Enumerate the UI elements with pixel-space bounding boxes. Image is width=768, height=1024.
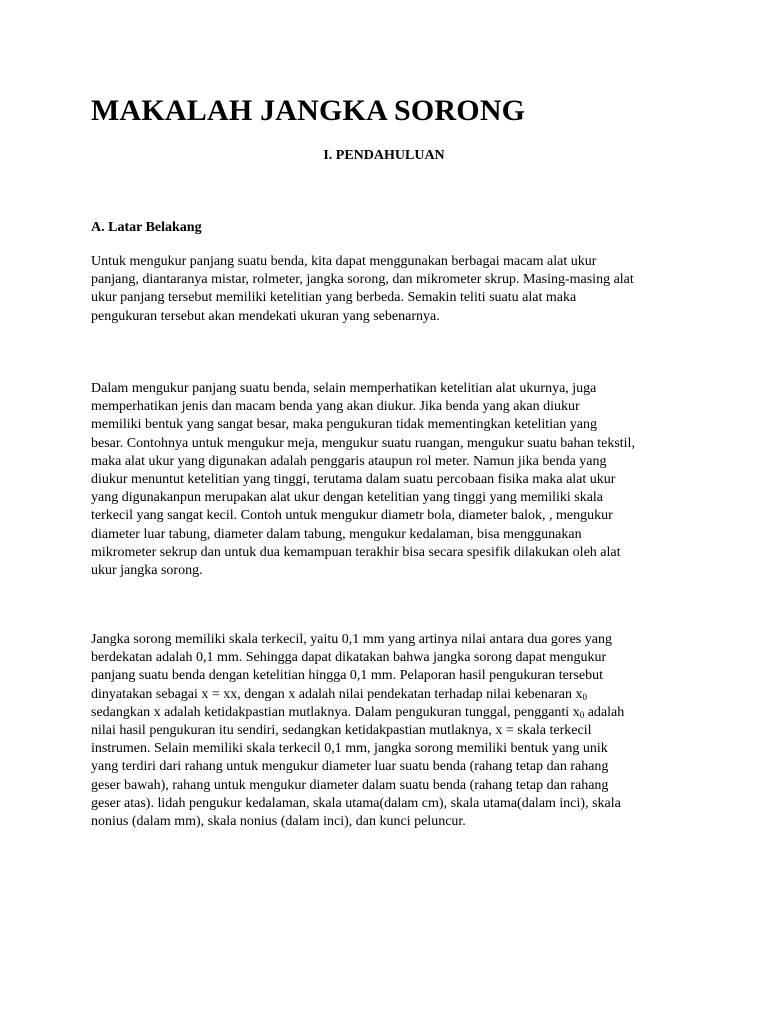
paragraph-line: geser atas). lidah pengukur kedalaman, skala utama(dalam cm), skala utama(dalam inci), skala xyxy=(91,795,621,811)
subscript: 0 xyxy=(582,691,587,702)
paragraph-line: diukur menuntut ketelitian yang tinggi, terutama dalam suatu percobaan fisika maka alat ukur xyxy=(91,472,616,488)
paragraph-line: maka alat ukur yang digunakan adalah penggaris ataupun rol meter. Namun jika benda yang xyxy=(91,453,607,469)
paragraph-line: besar. Contohnya untuk mengukur meja, mengukur suatu ruangan, mengukur suatu bahan tekstil, xyxy=(91,435,635,451)
paragraph-line: Untuk mengukur panjang suatu benda, kita dapat menggunakan berbagai macam alat ukur xyxy=(91,254,597,269)
paragraph-line: geser bawah), rahang untuk mengukur diameter dalam suatu benda (rahang tetap dan rahang xyxy=(91,777,609,793)
paragraph-text: sedangkan x adalah ketidakpastian mutlaknya. Dalam pengukuran tunggal, pengganti x xyxy=(91,704,580,720)
paragraph-line: yang digunakanpun merupakan alat ukur dengan ketelitian yang tinggi yang memiliki skala xyxy=(91,490,604,506)
paragraph-line: Dalam mengukur panjang suatu benda, selain memperhatikan ketelitian alat ukurnya, juga xyxy=(91,381,597,396)
paragraph-line: yang terdiri dari rahang untuk mengukur diameter luar suatu benda (rahang tetap dan rahang xyxy=(91,759,609,775)
paragraph-latar-belakang-1 xyxy=(91,253,681,326)
subscript: 0 xyxy=(579,709,585,720)
paragraph-line: Jangka sorong memiliki skala terkecil, yaitu 0,1 mm yang artinya nilai antara dua gores yang xyxy=(91,632,612,647)
paragraph-line: pengukuran tersebut akan mendekati ukuran yang sebenarnya. xyxy=(91,308,440,324)
paragraph-line: diameter luar tabung, diameter dalam tabung, mengukur kedalaman, bisa menggunakan xyxy=(91,526,582,542)
paragraph-line: nonius (dalam mm), skala nonius (dalam inci), dan kunci peluncur. xyxy=(91,814,466,830)
paragraph-line: panjang suatu benda dengan ketelitian hingga 0,1 mm. Pelaporan hasil pengukuran tersebut xyxy=(91,668,604,684)
paragraph-line: ukur jangka sorong. xyxy=(91,563,203,579)
paragraph-line: ukur panjang tersebut memiliki ketelitian yang berbeda. Semakin teliti suatu alat maka xyxy=(91,290,577,306)
paragraph-line: instrumen. Selain memiliki skala terkecil 0,1 mm, jangka sorong memiliki bentuk yang unik xyxy=(91,741,608,757)
section-heading: I. PENDAHULUAN xyxy=(323,148,445,163)
paragraph-text: dinyatakan sebagai x = xx, dengan x adalah nilai pendekatan terhadap nilai kebenaran x xyxy=(91,686,583,702)
paragraph-line: nilai hasil pengukuran itu sendiri, sedangkan ketidakpastian mutlaknya, x = skala terkecil xyxy=(91,723,592,739)
paragraph-line xyxy=(91,704,681,722)
paragraph-line: panjang, diantaranya mistar, rolmeter, jangka sorong, dan mikrometer skrup. Masing-masing alat xyxy=(91,272,634,288)
paragraph-line: mikrometer sekrup dan untuk dua kemampuan terakhir bisa secara spesifik dilakukan oleh alat xyxy=(91,544,621,560)
document-title: MAKALAH JANGKA SORONG xyxy=(91,94,526,127)
paragraph-line xyxy=(91,686,681,704)
paragraph-latar-belakang-3 xyxy=(91,631,681,831)
paragraph-line: memiliki bentuk yang sangat besar, maka pengukuran tidak mementingkan ketelitian yang xyxy=(91,417,598,433)
paragraph-text: adalah xyxy=(584,704,625,720)
paragraph-line: memperhatikan jenis dan macam benda yang akan diukur. Jika benda yang akan diukur xyxy=(91,399,580,415)
paragraph-line: berdekatan adalah 0,1 mm. Sehingga dapat dikatakan bahwa jangka sorong dapat mengukur xyxy=(91,650,607,666)
paragraph-line: terkecil yang sangat kecil. Contoh untuk mengukur diametr bola, diameter balok, , mengukur xyxy=(91,508,613,524)
paragraph-latar-belakang-2 xyxy=(91,380,681,580)
subsection-heading: A. Latar Belakang xyxy=(91,220,202,235)
